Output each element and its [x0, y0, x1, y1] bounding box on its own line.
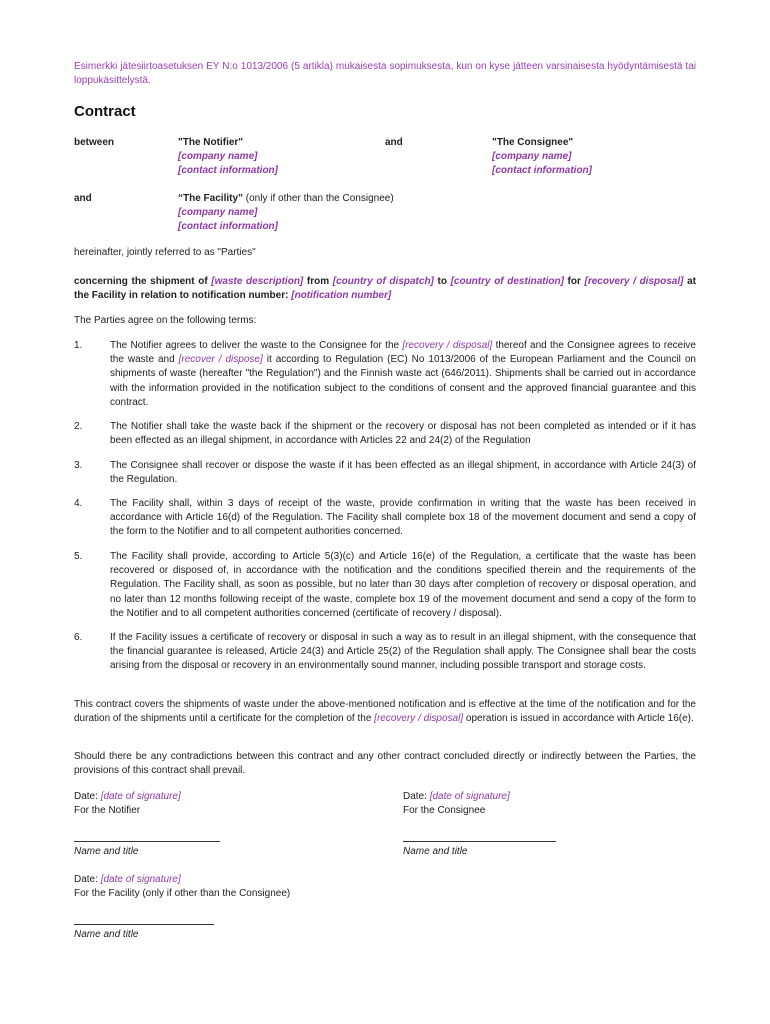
and-label: and: [385, 137, 403, 148]
page-title: Contract: [74, 103, 136, 120]
consignee-company-name: [company name]: [492, 151, 572, 162]
term-5-text: The Facility shall provide, according to Article 5(3)(c) and Article 16(e) of the Regulation, a certificate that the waste has been recovered or disposed of, in accordance with the notification and the conditions specified therein and the requirements of the Regulation. The Facility shall, as soon as possible, but no later than 30 days after completion of recovery or disposal operation, and no later than 12 months following receipt of the waste, complete box 19 of the movement document and send a copy of the form to the Notifier and to all competent authorities concerned (certificate of recovery / disposal).: [110, 551, 696, 619]
notifier-date-placeholder: [date of signature]: [100, 791, 181, 802]
term-1-placeholder-recover: [recover / dispose]: [178, 354, 263, 366]
coverage-text-b: operation is issued in accordance with Article 16(e).: [463, 713, 694, 724]
notifier-date-line: [74, 790, 181, 804]
consignee-date-line: [403, 790, 510, 804]
concerning-paragraph: [74, 275, 696, 303]
consignee-contact-info: [contact information]: [492, 165, 592, 176]
term-1-text-c: it according to Regulation (EC) No 1013/2006 of the European Parliament and the Council on shipments of waste (hereafter "the Regulation") and the Finnish waste act (646/2011). Shipments shall be carried out in accordance with the information provided in the notification subject to the conditions of consent and the approved financial guarantee and this contract.: [110, 354, 696, 408]
term-1-placeholder-recovery: [recovery / disposal]: [402, 340, 493, 351]
contradictions-paragraph: Should there be any contradictions between this contract and any other contract concluded directly or indirectly between the Parties, the provisions of this contract shall prevail.: [74, 751, 696, 776]
facility-date-line: [74, 873, 290, 887]
for-consignee-label: For the Consignee: [403, 805, 486, 816]
concerning-text-2: from: [303, 276, 333, 287]
facility-signature-line: [74, 924, 214, 925]
facility-note: (only if other than the Consignee): [243, 193, 394, 204]
notifier-name-title: Name and title: [74, 846, 139, 857]
term-3-number: 3.: [74, 460, 83, 471]
consignee-date-placeholder: [date of signature]: [429, 791, 510, 802]
coverage-paragraph: [74, 698, 696, 726]
facility-signature-block: [74, 873, 290, 901]
facility-company-name: [company name]: [178, 207, 258, 218]
consignee-signature-block: [403, 790, 510, 818]
terms-intro: The Parties agree on the following terms:: [74, 315, 257, 326]
concerning-text-5: at the Facility in relation to notification number:: [74, 276, 696, 301]
country-destination-placeholder: [country of destination]: [450, 276, 564, 287]
term-1-number: 1.: [74, 340, 83, 351]
facility-date-label: Date:: [74, 874, 101, 885]
term-6-number: 6.: [74, 632, 83, 643]
term-1-text-b: thereof and the Consignee agrees to receive the waste and: [110, 340, 696, 366]
concerning-text-1: concerning the shipment of: [74, 276, 212, 287]
facility-contact-info: [contact information]: [178, 221, 278, 232]
facility-title: “The Facility”: [178, 193, 244, 204]
term-4-number: 4.: [74, 498, 83, 509]
concerning-text-4: for: [563, 276, 585, 287]
concerning-text-3: to: [433, 276, 451, 287]
facility-date-placeholder: [date of signature]: [100, 874, 181, 885]
waste-description-placeholder: [waste description]: [211, 276, 304, 287]
consignee-name-title: Name and title: [403, 846, 468, 857]
term-1-text-a: The Notifier agrees to deliver the waste to the Consignee for the: [110, 340, 403, 351]
notifier-title: "The Notifier": [178, 137, 244, 148]
notification-number-placeholder: [notification number]: [291, 290, 392, 301]
term-3-text: The Consignee shall recover or dispose the waste if it has been effected as an illegal shipment, in accordance with Article 24(3) of the Regulation.: [110, 460, 696, 486]
hereinafter-text: hereinafter, jointly referred to as "Parties": [74, 247, 256, 258]
country-dispatch-placeholder: [country of dispatch]: [332, 276, 434, 287]
term-1-text: [110, 339, 696, 410]
and-label-2: and: [74, 193, 92, 204]
facility-block: [178, 192, 394, 234]
notifier-signature-line: [74, 841, 220, 842]
between-label: between: [74, 137, 115, 148]
term-4-text: The Facility shall, within 3 days of receipt of the waste, provide confirmation in writing that the waste has been received in accordance with Article 16(d) of the Regulation. The Facility shall complete box 18 of the movement document and send a copy of the form to the Notifier and to all competent authorities concerned.: [110, 498, 696, 538]
notifier-signature-block: [74, 790, 181, 818]
notifier-contact-info: [contact information]: [178, 165, 278, 176]
for-facility-label: For the Facility (only if other than the Consignee): [74, 888, 291, 899]
for-notifier-label: For the Notifier: [74, 805, 141, 816]
facility-title-line: [178, 192, 394, 206]
facility-name-title: Name and title: [74, 929, 139, 940]
consignee-signature-line: [403, 841, 556, 842]
term-2-number: 2.: [74, 421, 83, 432]
term-5-number: 5.: [74, 551, 83, 562]
notifier-date-label: Date:: [74, 791, 101, 802]
intro-note: Esimerkki jätesiirtoasetuksen EY N:o 1013/2006 (5 artikla) mukaisesta sopimuksesta, kun on kyse jätteen varsinaisesta hyödyntämisestä tai loppukäsittelystä.: [74, 61, 696, 86]
coverage-text-a: This contract covers the shipments of waste under the above-mentioned notification and is effective at the time of the notification and for the duration of the shipments until a certificate for the completion of the: [74, 699, 696, 724]
recovery-disposal-placeholder: [recovery / disposal]: [584, 276, 684, 287]
consignee-date-label: Date:: [403, 791, 430, 802]
notifier-company-name: [company name]: [178, 151, 258, 162]
term-6-text: If the Facility issues a certificate of recovery or disposal in such a way as to result in an illegal shipment, with the consequence that the financial guarantee is released, Article 24(3) and Article 25(2) of the Regulation shall apply. The Consignee shall bear the costs arising from the disposal or recovery in an environmentally sound manner, including possible transport and storage costs.: [110, 632, 696, 672]
notifier-block: [178, 136, 278, 178]
consignee-title: "The Consignee": [492, 137, 574, 148]
consignee-block: [492, 136, 592, 178]
coverage-placeholder: [recovery / disposal]: [374, 713, 464, 724]
term-2-text: The Notifier shall take the waste back if the shipment or the recovery or disposal has not been completed as intended or if it has been effected as an illegal shipment, in accordance with Articles 22 and 24(2) of the Regulation: [110, 421, 696, 447]
